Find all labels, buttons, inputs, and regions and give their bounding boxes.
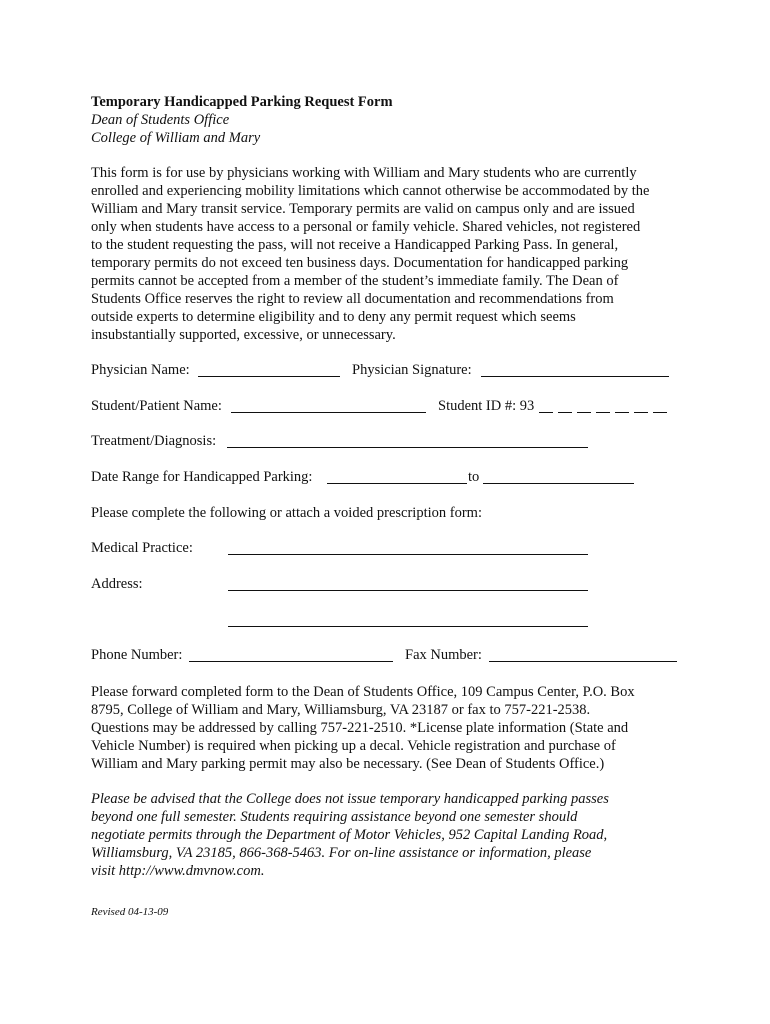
intro-line: enrolled and experiencing mobility limitations which cannot otherwise be accommodated by the — [91, 183, 650, 199]
forward-line: William and Mary parking permit may also be necessary. (See Dean of Students Office.) — [91, 756, 605, 772]
intro-line: temporary permits do not exceed ten business days. Documentation for handicapped parking — [91, 255, 629, 271]
forward-line: Please forward completed form to the Dean of Students Office, 109 Campus Center, P.O. Box — [91, 684, 635, 700]
student-id-digit — [615, 400, 629, 413]
student-id-field[interactable] — [537, 400, 669, 412]
forward-line: Questions may be addressed by calling 757-221-2510. *License plate information (State and — [91, 720, 629, 736]
treatment-diagnosis-field[interactable] — [227, 435, 588, 448]
student-id-label: Student ID #: 93 — [438, 398, 535, 414]
fax-number-field[interactable] — [489, 649, 677, 662]
office-name: Dean of Students Office — [91, 112, 230, 128]
student-id-digit — [634, 400, 648, 413]
forward-line: 8795, College of William and Mary, Williamsburg, VA 23187 or fax to 757-221-2538. — [91, 702, 591, 718]
date-range-label: Date Range for Handicapped Parking: — [91, 469, 313, 485]
advisory-line: visit http://www.dmvnow.com. — [91, 863, 265, 879]
advisory-paragraph — [91, 790, 691, 880]
intro-line: to the student requesting the pass, will not receive a Handicapped Parking Pass. In general, — [91, 237, 619, 253]
form-title: Temporary Handicapped Parking Request Form — [91, 94, 393, 110]
intro-line: insubstantially supported, excessive, or unnecessary. — [91, 327, 396, 343]
address-field-line-1[interactable] — [228, 578, 588, 591]
instruction-text: Please complete the following or attach a voided prescription form: — [91, 505, 482, 521]
student-patient-name-field[interactable] — [231, 400, 426, 413]
date-range-to-label: to — [468, 469, 480, 485]
student-id-digit — [577, 400, 591, 413]
intro-paragraph — [91, 164, 691, 344]
intro-line: outside experts to determine eligibility and to deny any permit request which seems — [91, 309, 576, 325]
address-field-line-2[interactable] — [228, 614, 588, 627]
intro-line: Students Office reserves the right to review all documentation and recommendations from — [91, 291, 614, 307]
advisory-line: Williamsburg, VA 23185, 866-368-5463. For on-line assistance or information, please — [91, 845, 592, 861]
advisory-line: beyond one full semester. Students requiring assistance beyond one semester should — [91, 809, 578, 825]
intro-line: only when students have access to a personal or family vehicle. Shared vehicles, not registered — [91, 219, 641, 235]
date-range-start-field[interactable] — [327, 471, 467, 484]
physician-name-field[interactable] — [198, 364, 340, 377]
intro-line: William and Mary transit service. Temporary permits are valid on campus only and are issued — [91, 201, 635, 217]
medical-practice-label: Medical Practice: — [91, 540, 193, 556]
forward-line: Vehicle Number) is required when picking up a decal. Vehicle registration and purchase of — [91, 738, 616, 754]
treatment-diagnosis-label: Treatment/Diagnosis: — [91, 433, 217, 449]
fax-number-label: Fax Number: — [405, 647, 482, 663]
advisory-line: negotiate permits through the Department of Motor Vehicles, 952 Capital Landing Road, — [91, 827, 608, 843]
intro-line: This form is for use by physicians working with William and Mary students who are currently — [91, 165, 637, 181]
college-name: College of William and Mary — [91, 130, 261, 146]
student-id-digit — [539, 400, 553, 413]
student-patient-name-label: Student/Patient Name: — [91, 398, 222, 414]
advisory-line: Please be advised that the College does not issue temporary handicapped parking passes — [91, 791, 609, 807]
address-label: Address: — [91, 576, 143, 592]
physician-signature-label: Physician Signature: — [352, 362, 472, 378]
forward-paragraph — [91, 683, 691, 773]
intro-line: permits cannot be accepted from a member of the student’s immediate family. The Dean of — [91, 273, 619, 289]
revision-date: Revised 04-13-09 — [91, 906, 169, 918]
phone-number-field[interactable] — [189, 649, 393, 662]
date-range-end-field[interactable] — [483, 471, 634, 484]
student-id-digit — [653, 400, 667, 413]
physician-signature-field[interactable] — [481, 364, 669, 377]
student-id-digit — [596, 400, 610, 413]
phone-number-label: Phone Number: — [91, 647, 183, 663]
physician-name-label: Physician Name: — [91, 362, 190, 378]
medical-practice-field[interactable] — [228, 542, 588, 555]
student-id-digit — [558, 400, 572, 413]
